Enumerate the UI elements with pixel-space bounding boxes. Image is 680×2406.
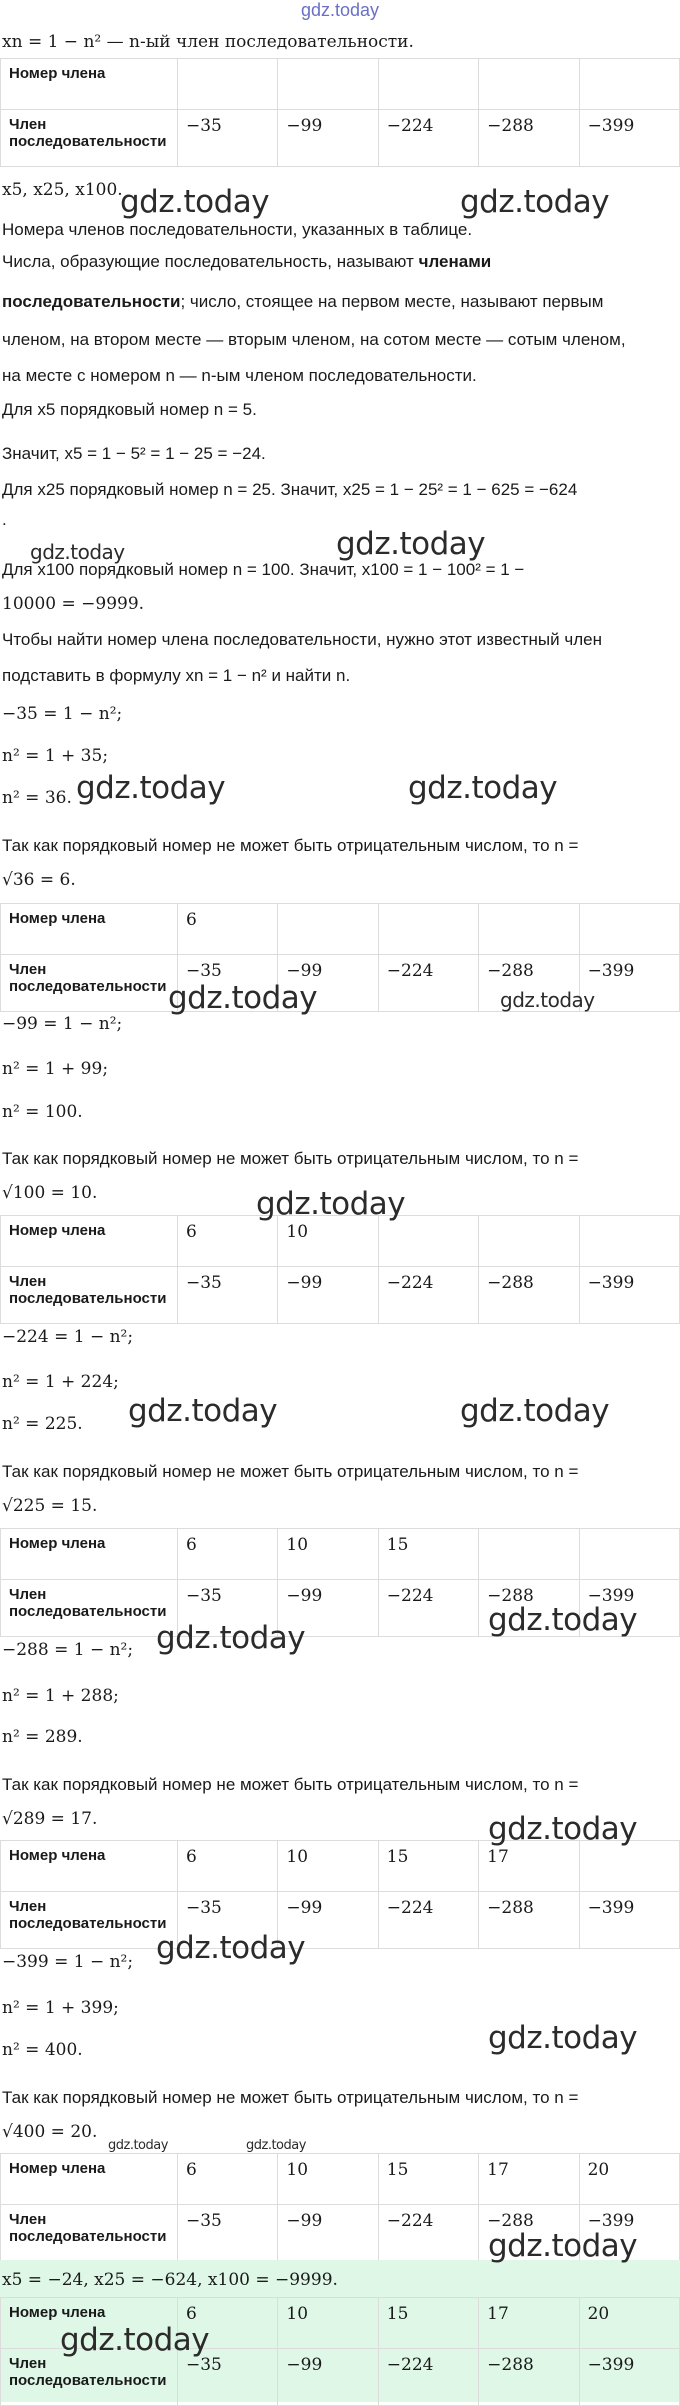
paragraph-1: Номера членов последовательности, указанных в таблице. bbox=[2, 220, 473, 239]
step1-eq1: −35 = 1 − n²; bbox=[2, 704, 123, 724]
member-number-cell bbox=[579, 1841, 679, 1892]
member-number-cell bbox=[579, 904, 679, 955]
member-value-cell: −224 bbox=[378, 2349, 478, 2406]
member-number-cell: 20 bbox=[579, 2154, 679, 2205]
member-value-cell: −288 bbox=[479, 1267, 579, 1324]
step3-eq2: n² = 1 + 224; bbox=[2, 1372, 119, 1392]
header-member-label: Член последовательности bbox=[1, 1892, 178, 1949]
step5-root: √400 = 20. bbox=[2, 2122, 98, 2142]
step4-root: √289 = 17. bbox=[2, 1809, 98, 1829]
member-number-cell: 10 bbox=[278, 1841, 378, 1892]
member-value-cell: −35 bbox=[178, 2205, 278, 2262]
member-value-cell: −35 bbox=[178, 2349, 278, 2406]
paragraph-2: Числа, образующие последовательность, называют членами bbox=[2, 252, 492, 271]
answer-text: x5 = −24, x25 = −624, x100 = −9999. bbox=[2, 2270, 338, 2290]
member-number-cell bbox=[378, 904, 478, 955]
watermark: gdz.today bbox=[246, 2138, 306, 2153]
step5-eq1: −399 = 1 − n²; bbox=[2, 1952, 134, 1972]
watermark: gdz.today bbox=[168, 980, 318, 1016]
step1-eq2: n² = 1 + 35; bbox=[2, 746, 109, 766]
step5-note: Так как порядковый номер не может быть отрицательным числом, то n = bbox=[2, 2088, 579, 2107]
member-value-cell: −99 bbox=[278, 110, 378, 167]
header-number-label: Номер члена bbox=[1, 1216, 178, 1267]
member-number-cell bbox=[479, 59, 579, 110]
paragraph-8: подставить в формулу xn = 1 − n² и найти n. bbox=[2, 666, 351, 685]
member-number-cell: 15 bbox=[378, 1841, 478, 1892]
site-brand[interactable]: gdz.today bbox=[300, 0, 380, 20]
watermark: gdz.today bbox=[500, 988, 595, 1012]
member-number-cell bbox=[278, 59, 378, 110]
member-number-cell: 10 bbox=[278, 1529, 378, 1580]
step2-eq2: n² = 1 + 99; bbox=[2, 1059, 109, 1079]
member-value-cell: −399 bbox=[579, 2349, 679, 2406]
paragraph-2-line3: членом, на втором месте — вторым членом, на сотом месте — сотым членом, bbox=[2, 330, 626, 349]
step2-eq3: n² = 100. bbox=[2, 1102, 83, 1122]
paragraph-3: Для x5 порядковый номер n = 5. bbox=[2, 400, 257, 419]
member-value-cell: −224 bbox=[378, 1580, 478, 1637]
watermark: gdz.today bbox=[256, 1186, 406, 1222]
member-number-cell: 6 bbox=[178, 1529, 278, 1580]
paragraph-5: Для x25 порядковый номер n = 25. Значит, x25 = 1 − 25² = 1 − 625 = −624 bbox=[2, 480, 578, 499]
paragraph-2-line4: на месте с номером n — n-ым членом последовательности. bbox=[2, 366, 477, 385]
paragraph-5-dot: . bbox=[2, 510, 7, 529]
member-value-cell: −399 bbox=[579, 1892, 679, 1949]
watermark: gdz.today bbox=[408, 770, 558, 806]
member-number-cell: 15 bbox=[378, 2298, 478, 2349]
member-number-cell bbox=[378, 59, 478, 110]
header-number-label: Номер члена bbox=[1, 1529, 178, 1580]
member-value-cell: −399 bbox=[579, 110, 679, 167]
step3-note: Так как порядковый номер не может быть отрицательным числом, то n = bbox=[2, 1462, 579, 1481]
member-number-cell: 6 bbox=[178, 1841, 278, 1892]
member-value-cell: −224 bbox=[378, 2205, 478, 2262]
step4-note: Так как порядковый номер не может быть отрицательным числом, то n = bbox=[2, 1775, 579, 1794]
watermark: gdz.today bbox=[60, 2322, 210, 2358]
member-value-cell: −35 bbox=[178, 1580, 278, 1637]
member-value-cell: −35 bbox=[178, 110, 278, 167]
step5-eq2: n² = 1 + 399; bbox=[2, 1998, 119, 2018]
member-value-cell: −35 bbox=[178, 1892, 278, 1949]
step5-eq3: n² = 400. bbox=[2, 2040, 83, 2060]
member-value-cell: −99 bbox=[278, 2349, 378, 2406]
member-value-cell: −399 bbox=[579, 955, 679, 1012]
member-number-cell: 20 bbox=[579, 2298, 679, 2349]
header-member-label: Член последовательности bbox=[1, 110, 178, 167]
header-number-label: Номер члена bbox=[1, 2298, 178, 2349]
step1-note: Так как порядковый номер не может быть отрицательным числом, то n = bbox=[2, 836, 579, 855]
step4-eq3: n² = 289. bbox=[2, 1727, 83, 1747]
header-member-label: Член последовательности bbox=[1, 1267, 178, 1324]
member-number-cell: 10 bbox=[278, 2298, 378, 2349]
paragraph-7: Чтобы найти номер члена последовательности, нужно этот известный член bbox=[2, 630, 602, 649]
members-list: x5, x25, x100. bbox=[2, 180, 123, 200]
member-number-cell bbox=[479, 1216, 579, 1267]
step3-eq1: −224 = 1 − n²; bbox=[2, 1327, 134, 1347]
header-member-label: Член последовательности bbox=[1, 1580, 178, 1637]
member-number-cell: 6 bbox=[178, 1216, 278, 1267]
step4-eq2: n² = 1 + 288; bbox=[2, 1686, 119, 1706]
member-value-cell: −99 bbox=[278, 1580, 378, 1637]
member-value-cell: −224 bbox=[378, 955, 478, 1012]
member-number-cell bbox=[479, 904, 579, 955]
member-number-cell: 6 bbox=[178, 904, 278, 955]
member-value-cell: −288 bbox=[479, 2205, 579, 2262]
paragraph-6: Для x100 порядковый номер n = 100. Значит, x100 = 1 − 100² = 1 − bbox=[2, 560, 525, 579]
member-number-cell: 17 bbox=[479, 2154, 579, 2205]
member-value-cell: −35 bbox=[178, 955, 278, 1012]
watermark: gdz.today bbox=[156, 1930, 306, 1966]
paragraph-2-line2: последовательности; число, стоящее на первом месте, называют первым bbox=[2, 292, 604, 311]
watermark: gdz.today bbox=[30, 540, 125, 564]
member-number-cell bbox=[178, 59, 278, 110]
watermark: gdz.today bbox=[460, 184, 610, 220]
member-value-cell: −224 bbox=[378, 110, 478, 167]
watermark: gdz.today bbox=[108, 2138, 168, 2153]
member-value-cell: −99 bbox=[278, 1267, 378, 1324]
member-number-cell bbox=[278, 904, 378, 955]
member-number-cell: 17 bbox=[479, 1841, 579, 1892]
member-value-cell: −99 bbox=[278, 1892, 378, 1949]
watermark: gdz.today bbox=[336, 526, 486, 562]
member-value-cell: −288 bbox=[479, 110, 579, 167]
header-number-label: Номер члена bbox=[1, 2154, 178, 2205]
member-value-cell: −288 bbox=[479, 1892, 579, 1949]
member-number-cell: 17 bbox=[479, 2298, 579, 2349]
paragraph-4: Значит, x5 = 1 − 5² = 1 − 25 = −24. bbox=[2, 444, 266, 463]
paragraph-6-line2: 10000 = −9999. bbox=[2, 594, 145, 614]
intro-formula: xn = 1 − n² — n-ый член последовательности. bbox=[2, 32, 414, 52]
member-value-cell: −35 bbox=[178, 1267, 278, 1324]
member-number-cell: 15 bbox=[378, 2154, 478, 2205]
watermark: gdz.today bbox=[460, 1393, 610, 1429]
watermark: gdz.today bbox=[488, 2228, 638, 2264]
member-number-cell: 10 bbox=[278, 1216, 378, 1267]
header-number-label: Номер члена bbox=[1, 904, 178, 955]
step3-eq3: n² = 225. bbox=[2, 1414, 83, 1434]
step3-root: √225 = 15. bbox=[2, 1496, 98, 1516]
watermark: gdz.today bbox=[128, 1393, 278, 1429]
member-value-cell: −399 bbox=[579, 1580, 679, 1637]
step2-eq1: −99 = 1 − n²; bbox=[2, 1014, 123, 1034]
member-value-cell: −399 bbox=[579, 2205, 679, 2262]
member-value-cell: −288 bbox=[479, 2349, 579, 2406]
step2-root: √100 = 10. bbox=[2, 1183, 98, 1203]
step1-eq3: n² = 36. bbox=[2, 788, 72, 808]
watermark: gdz.today bbox=[156, 1620, 306, 1656]
watermark: gdz.today bbox=[488, 1602, 638, 1638]
member-value-cell: −224 bbox=[378, 1267, 478, 1324]
member-value-cell: −224 bbox=[378, 1892, 478, 1949]
member-value-cell: −99 bbox=[278, 955, 378, 1012]
member-number-cell bbox=[579, 1216, 679, 1267]
member-number-cell: 6 bbox=[178, 2154, 278, 2205]
step2-note: Так как порядковый номер не может быть отрицательным числом, то n = bbox=[2, 1149, 579, 1168]
member-number-cell: 10 bbox=[278, 2154, 378, 2205]
member-number-cell bbox=[378, 1216, 478, 1267]
member-number-cell bbox=[579, 59, 679, 110]
watermark: gdz.today bbox=[76, 770, 226, 806]
watermark: gdz.today bbox=[488, 2020, 638, 2056]
watermark: gdz.today bbox=[488, 1811, 638, 1847]
header-number-label: Номер члена bbox=[1, 59, 178, 110]
header-member-label: Член последовательности bbox=[1, 955, 178, 1012]
member-value-cell: −288 bbox=[479, 1580, 579, 1637]
member-number-cell bbox=[479, 1529, 579, 1580]
sequence-table-4 bbox=[0, 1840, 680, 1949]
member-number-cell: 15 bbox=[378, 1529, 478, 1580]
header-member-label: Член последовательности bbox=[1, 2205, 178, 2262]
member-value-cell: −99 bbox=[278, 2205, 378, 2262]
header-number-label: Номер члена bbox=[1, 1841, 178, 1892]
sequence-table-0 bbox=[0, 58, 680, 167]
sequence-table-2 bbox=[0, 1215, 680, 1324]
watermark: gdz.today bbox=[120, 184, 270, 220]
member-value-cell: −399 bbox=[579, 1267, 679, 1324]
step4-eq1: −288 = 1 − n²; bbox=[2, 1640, 134, 1660]
step1-root: √36 = 6. bbox=[2, 870, 76, 890]
member-number-cell: 6 bbox=[178, 2298, 278, 2349]
member-number-cell bbox=[579, 1529, 679, 1580]
member-value-cell: −288 bbox=[479, 955, 579, 1012]
header-member-label: Член последовательности bbox=[1, 2349, 178, 2406]
